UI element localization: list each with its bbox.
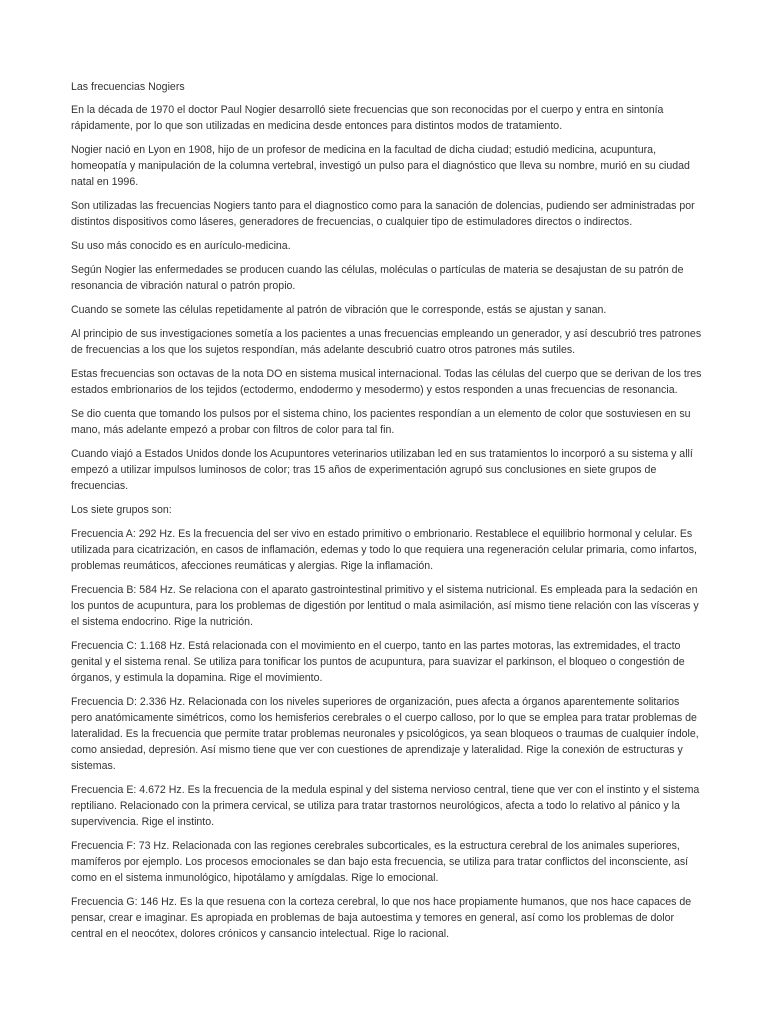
paragraph-frequency-d: Frecuencia D: 2.336 Hz. Relacionada con los niveles superiores de organización, pues afecta a órganos aparentemente solitarios pero anatómicamente simétricos, como los hemisferios cerebrales o el cuerpo calloso, por lo que se emplea para tratar problemas de lateralidad. Es la frecuencia que permite tratar problemas neuronales y psicológicos, ya sean bloqueos o traumas de cualquier índole, como ansiedad, depresión. Así mismo tiene que ver con cuestiones de aprendizaje y lateralidad. Rige la conexión de estructuras y sistemas. — [71, 696, 699, 772]
paragraph-frequency-e: Frecuencia E: 4.672 Hz. Es la frecuencia de la medula espinal y del sistema nervioso central, tiene que ver con el instinto y el sistema reptiliano. Relacionado con la primera cervical, se utiliza para tratar trastornos neurológicos, afecta a todo lo relativo al pánico y la supervivencia. Rige el instinto. — [71, 784, 700, 828]
paragraph-groups-intro: Los siete grupos son: — [71, 504, 172, 516]
paragraph-frequency-g: Frecuencia G: 146 Hz. Es la que resuena con la corteza cerebral, lo que nos hace propiamente humanos, que nos hace capaces de pensar, crear e imaginar. Es apropiada en problemas de baja autoestima y temores en general, así como los problemas de dolor central en el neocótex, dolores crónicos y cansancio intelectual. Rige lo racional. — [71, 896, 692, 940]
paragraph-frequency-a: Frecuencia A: 292 Hz. Es la frecuencia del ser vivo en estado primitivo o embrionario. Restablece el equilibrio hormonal y celular. Es utilizada para cicatrización, en casos de inflamación, edemas y todo lo que requiera una regeneración celular primaria, como infartos, problemas reumáticos, afecciones reumáticas y alergias. Rige la inflamación. — [71, 528, 697, 572]
document-title: Las frecuencias Nogiers — [71, 81, 185, 93]
paragraph-frequency-c: Frecuencia C: 1.168 Hz. Está relacionada con el movimiento en el cuerpo, tanto en las partes motoras, las extremidades, el tracto genital y el sistema renal. Se utiliza para tonificar los puntos de acupuntura, para suavizar el parkinson, el bloqueo o congestión de órganos, y estimula la dopamina. Rige el movimiento. — [71, 640, 685, 684]
paragraph-auriculo: Su uso más conocido es en aurículo-medicina. — [71, 240, 291, 252]
paragraph-disease-theory: Según Nogier las enfermedades se producen cuando las células, moléculas o partículas de materia se desajustan de su patrón de resonancia de vibración natural o patrón propio. — [71, 264, 684, 292]
paragraph-frequency-f: Frecuencia F: 73 Hz. Relacionada con las regiones cerebrales subcorticales, es la estructura cerebral de los animales superiores, mamíferos por ejemplo. Los procesos emocionales se dan bajo esta frecuencia, se utiliza para tratar conflictos del inconsciente, así como en el sistema inmunológico, hipotálamo y amígdalas. Rige lo emocional. — [71, 840, 689, 884]
paragraph-uses: Son utilizadas las frecuencias Nogiers tanto para el diagnostico como para la sanación de dolencias, pudiendo ser administradas por distintos dispositivos como láseres, generadores de frecuencias, o cualquier tipo de estimuladores directos o indirectos. — [71, 200, 695, 228]
paragraph-intro: En la década de 1970 el doctor Paul Nogier desarrolló siete frecuencias que son reconocidas por el cuerpo y entra en sintonía rápidamente, por lo que son utilizadas en medicina desde entonces para distintos modos de tratamiento. — [71, 104, 664, 132]
paragraph-octaves: Estas frecuencias son octavas de la nota DO en sistema musical internacional. Todas las células del cuerpo que se derivan de los tres estados embrionarios de los tejidos (ectodermo, endodermo y mesodermo) y estos responden a unas frecuencias de resonancia. — [71, 368, 702, 396]
paragraph-frequency-b: Frecuencia B: 584 Hz. Se relaciona con el aparato gastrointestinal primitivo y el sistema nutricional. Es empleada para la sedación en los puntos de acupuntura, para los problemas de digestión por lentitud o mala asimilación, así mismo tiene relación con las vísceras y el sistema endocrino. Rige la nutrición. — [71, 584, 699, 628]
paragraph-research: Al principio de sus investigaciones sometía a los pacientes a unas frecuencias empleando un generador, y así descubrió tres patrones de frecuencias a los que los sujetos respondían, más adelante descubrió cuatro otros patrones más sutiles. — [71, 328, 702, 356]
paragraph-vibration: Cuando se somete las células repetidamente al patrón de vibración que le corresponde, estás se ajustan y sanan. — [71, 304, 607, 316]
paragraph-biography: Nogier nació en Lyon en 1908, hijo de un profesor de medicina en la facultad de dicha ciudad; estudió medicina, acupuntura, homeopatía y manipulación de la columna vertebral, investigó un pulso para el diagnóstico que lleva su nombre, murió en su ciudad natal en 1996. — [71, 144, 690, 188]
paragraph-usa: Cuando viajó a Estados Unidos donde los Acupuntores veterinarios utilizaban led en sus tratamientos lo incorporó a su sistema y allí empezó a utilizar impulsos luminosos de color; tras 15 años de experimentación agrupó sus conclusiones en siete grupos de frecuencias. — [71, 448, 693, 492]
paragraph-color: Se dio cuenta que tomando los pulsos por el sistema chino, los pacientes respondían a un elemento de color que sostuviesen en su mano, más adelante empezó a probar con filtros de color para tal fin. — [71, 408, 691, 436]
